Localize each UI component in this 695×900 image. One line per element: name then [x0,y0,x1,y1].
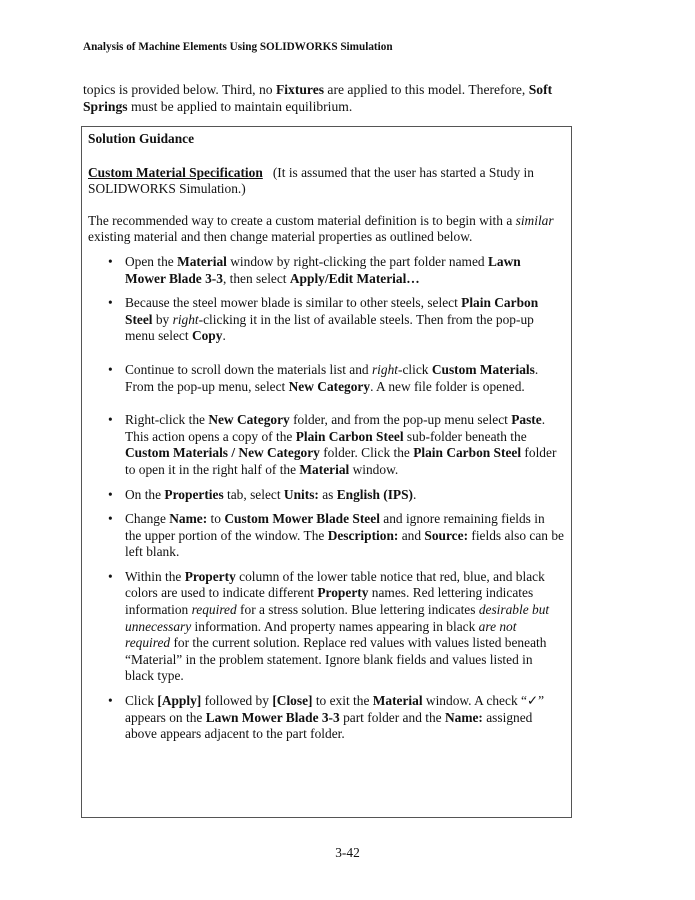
guidance-paragraph [88,213,564,246]
box-title: Solution Guidance [88,131,195,146]
para-italic: similar [515,212,554,228]
subheading-label: Custom Material Specification [88,164,263,180]
intro-paragraph [83,81,583,115]
para-text: The recommended way to create a custom material definition is to begin with a [88,212,516,228]
step-item: • Change Name: to Custom Mower Blade Steel and ignore remaining fields in the upper portion of the window. The Description: and Source: fields also can be left blank. [88,511,564,561]
page-header: Analysis of Machine Elements Using SOLIDWORKS Simulation [83,41,393,53]
intro-bold: Fixtures [275,82,325,97]
step-item: • Click [Apply] followed by [Close] to exit the Material window. A check “✓” appears on the Lawn Mower Blade 3-3 part folder and the Name: assigned above appears adjacent to the part folder. [88,693,564,743]
intro-text: must be applied to maintain equilibrium. [127,99,353,114]
step-item: • Within the Property column of the lower table notice that red, blue, and black colors are used to indicate different Property names. Red lettering indicates information required for a stress solution. Blue lettering indicates desirable but unnecessary information. And property names appearing in black are not required for the current solution. Replace red values with values listed beneath “Material” in the problem statement. Ignore blank fields and values listed in black type. [88,569,564,685]
step-item: • Because the steel mower blade is similar to other steels, select Plain Carbon Steel by right-clicking it in the list of available steels. Then from the pop-up menu select Copy. [88,295,564,345]
intro-text: are applied to this model. Therefore, [324,82,529,97]
step-item: • On the Properties tab, select Units: as English (IPS). [88,487,564,504]
para-text: existing material and then change material properties as outlined below. [88,229,473,245]
solution-guidance-box [81,126,572,818]
step-item: • Right-click the New Category folder, and from the pop-up menu select Paste. This action opens a copy of the Plain Carbon Steel sub-folder beneath the Custom Materials / New Category folder. Click the Plain Carbon Steel folder to open it in the right half of the Material window. [88,412,564,478]
step-item: • Open the Material window by right-clicking the part folder named Lawn Mower Blade 3-3, then select Apply/Edit Material… [88,254,564,287]
steps-list [88,254,564,743]
page-number: 3-42 [335,845,360,860]
subheading [88,165,564,198]
step-item: • Continue to scroll down the materials list and right-click Custom Materials. From the pop-up menu, select New Category. A new file folder is opened. [88,362,564,395]
intro-bold: Soft Springs [83,82,553,114]
intro-text: topics is provided below. Third, no [83,82,276,97]
subheading-note: (It is assumed that the user has started a Study in SOLIDWORKS Simulation.) [88,164,538,197]
